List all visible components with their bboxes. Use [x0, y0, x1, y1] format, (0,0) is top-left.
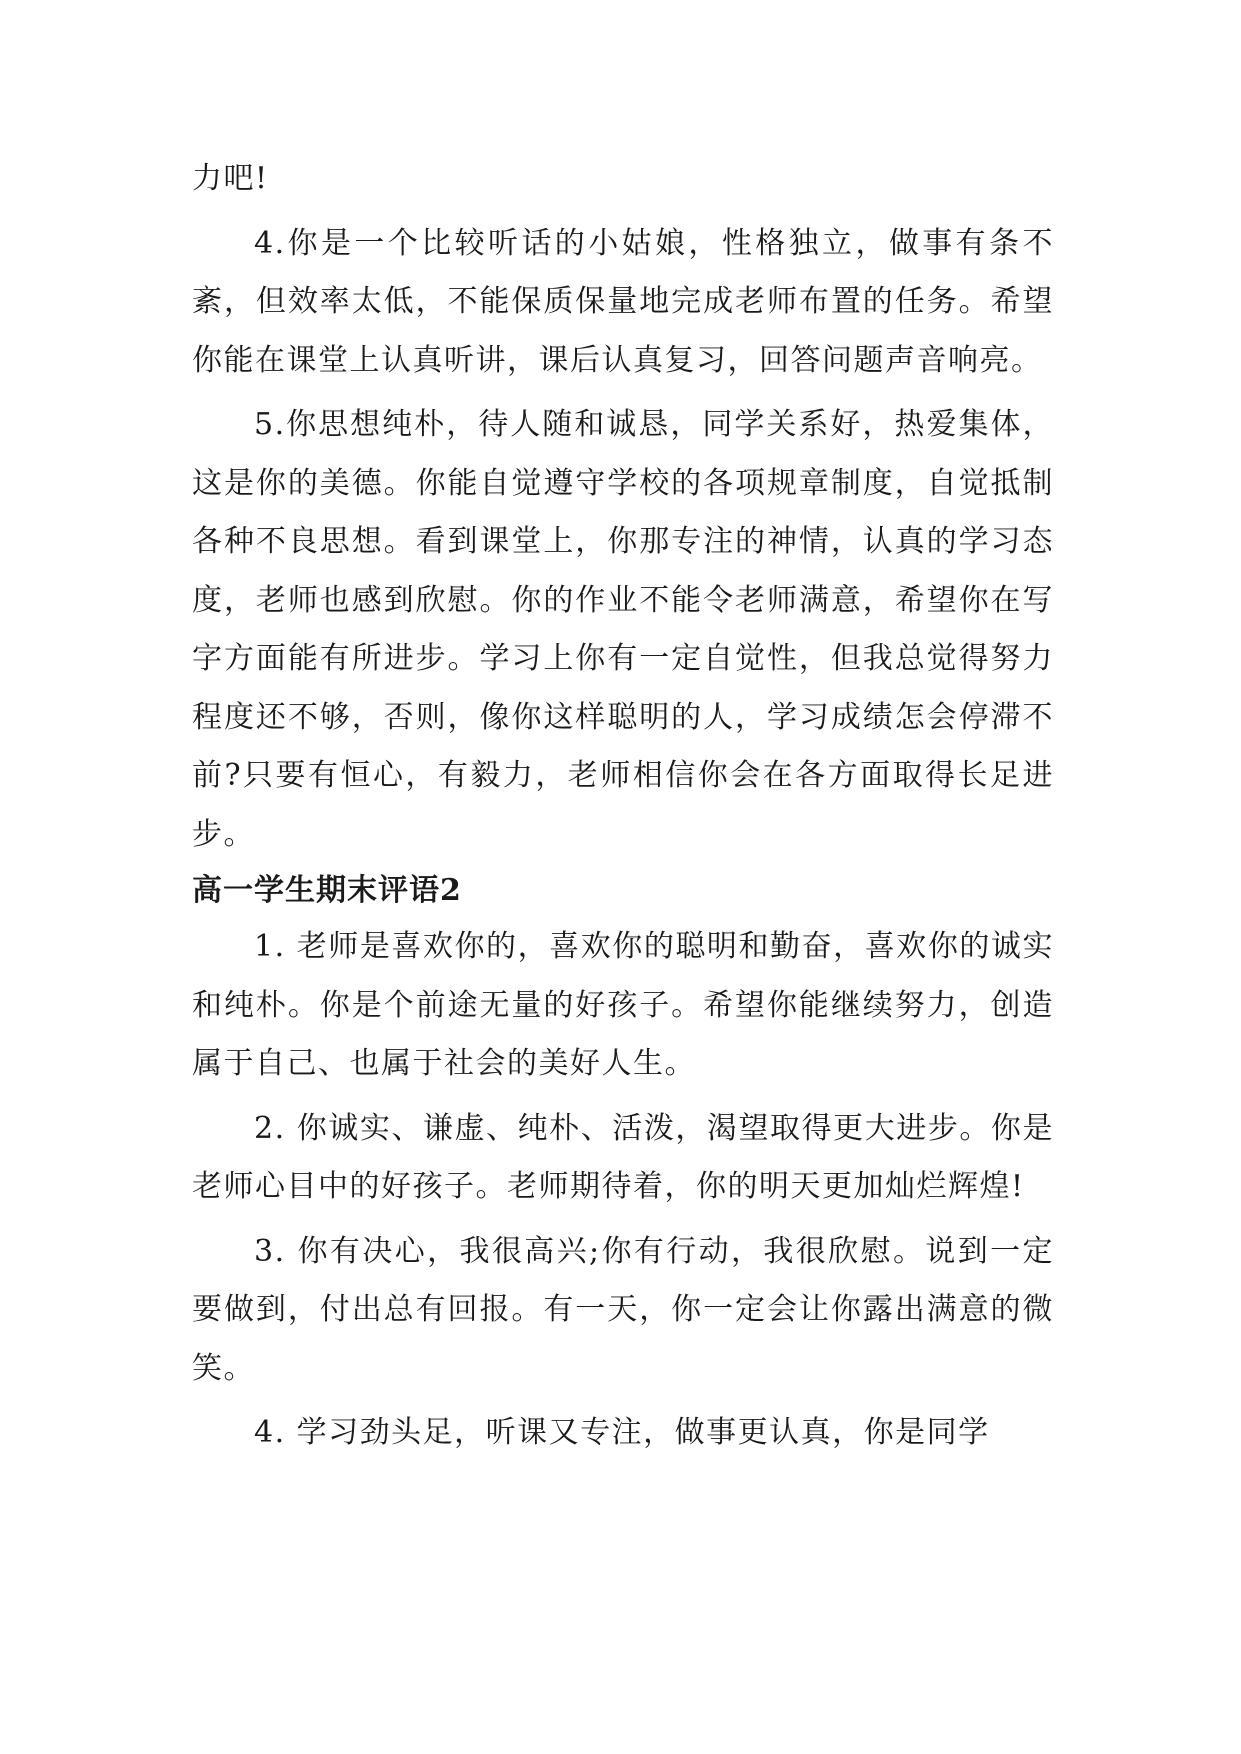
paragraph-item-4: 4.你是一个比较听话的小姑娘，性格独立，做事有条不紊，但效率太低，不能保质保量地完成老师布置的任务。希望你能在课堂上认真听讲，课后认真复习，回答问题声音响亮。	[192, 225, 1054, 378]
paragraph-item-1: 1. 老师是喜欢你的，喜欢你的聪明和勤奋，喜欢你的诚实和纯朴。你是个前途无量的好孩子。希望你能继续努力，创造属于自己、也属于社会的美好人生。	[192, 929, 1054, 1081]
section-heading: 高一学生期末评语2	[192, 873, 462, 908]
document-page	[192, 150, 1054, 1463]
paragraph-item-3: 3. 你有决心，我很高兴;你有行动，我很欣慰。说到一定要做到，付出总有回报。有一天，你一定会让你露出满意的微笑。	[192, 1233, 1054, 1386]
paragraph-item-2: 2. 你诚实、谦虚、纯朴、活泼，渴望取得更大进步。你是老师心目中的好孩子。老师期待着，你的明天更加灿烂辉煌!	[192, 1110, 1054, 1204]
paragraph-continuation: 力吧!	[192, 161, 269, 196]
paragraph-item-4-partial: 4. 学习劲头足，听课又专注，做事更认真，你是同学	[254, 1415, 990, 1450]
paragraph-item-5: 5.你思想纯朴，待人随和诚恳，同学关系好，热爱集体，这是你的美德。你能自觉遵守学校的各项规章制度，自觉抵制各种不良思想。看到课堂上，你那专注的神情，认真的学习态度，老师也感到欣慰。你的作业不能令老师满意，希望你在写字方面能有所进步。学习上你有一定自觉性，但我总觉得努力程度还不够，否则，像你这样聪明的人，学习成绩怎会停滞不前?只要有恒心，有毅力，老师相信你会在各方面取得长足进步。	[192, 407, 1054, 852]
